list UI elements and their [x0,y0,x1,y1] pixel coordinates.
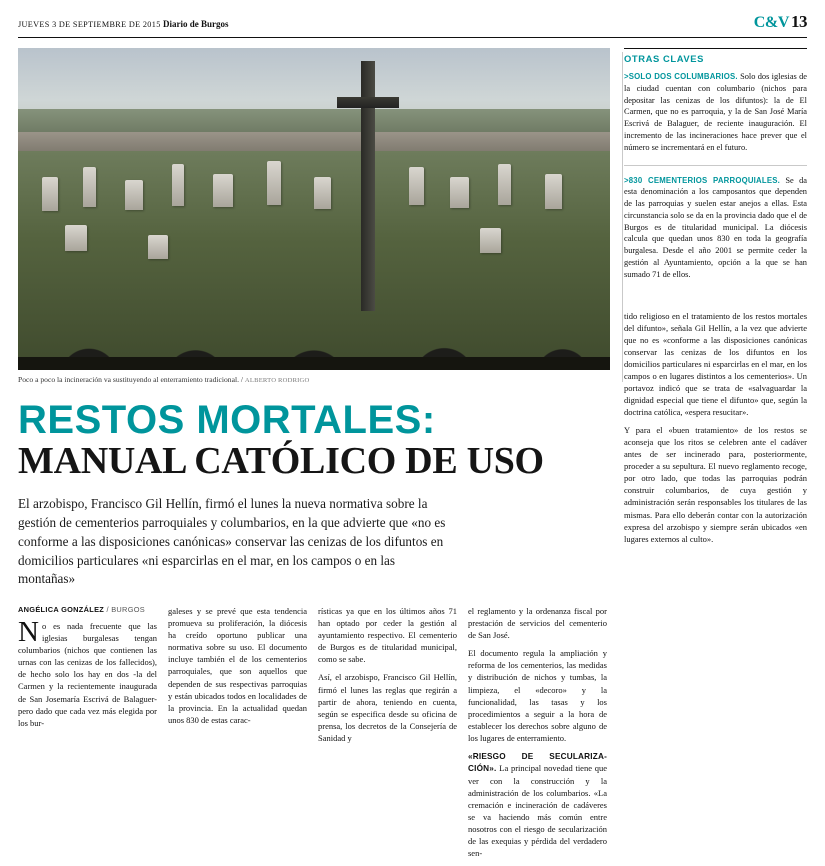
grave-marker [172,164,184,206]
grave-marker [42,177,58,211]
rail-item [624,175,807,281]
page-content [18,38,807,866]
grave-marker [148,235,168,259]
photo-credit: ALBERTO RODRIGO [244,377,310,384]
paragraph-with-subhead [468,750,607,860]
paragraph: tido religioso en el tratamiento de los restos mortales del difunto», señala Gil Hellín, a la vez que advierte que no es «conforme a las disposiciones canónicas conservar las cenizas de los difuntos en los domicilios particulares ni esparcirlas en el mar, en los campos o en lugares distintos a los cementerios». Un portavoz indicó que se trata de «salvaguardar la dignidad especial que tiene el difunto» que, según la doctrina católica, «espera resucitar». [624,310,807,418]
paragraph-text: La principal novedad tiene que ver con la construcción y la administración de los columbarios. «La cremación e incineración de cadáveres se va haciendo más común entre nosotros con el riesgo de secularización de las exequias y pérdida del verdadero sen- [468,763,607,859]
headline-line-2: MANUAL CATÓLICO DE USO [18,439,544,482]
rail-item [624,71,807,154]
article-body [18,605,610,865]
paragraph: galeses y se prevé que esta tendencia promueva su proliferación, la diócesis ha creído oportuno publicar una normativa sobre su uso. El documento incluye también el de los cementerios parroquiales, que son aquellos que dependen de sus respectivas parroquias y están ubicados todos en localidades de la provincia. En la actualidad quedan unos 830 de estas carac- [168,606,307,725]
large-cross [361,61,375,311]
rail-title: OTRAS CLAVES [624,53,704,64]
right-column [624,48,807,866]
body-column-2 [168,605,307,865]
masthead-page-number: 13 [791,12,807,31]
iron-fence-bar [18,357,610,370]
paragraph: Y para el «buen tratamiento» de los restos se aconseja que los ritos se celebren ante el cadáver antes de ser incinerado para, posteriormente, proceder a su sepultura. El nuevo reglamento recoge, por otro lado, que todas las parroquias podrán construir columbarios, de cuya gestión y administración serán responsables los titulares de las mismas. Para ello deberán contar con la autorización expresa del arzobispo y siempre serán ubicados «en lugares externos al culto». [624,425,807,544]
body-column-1 [18,605,157,865]
paragraph: el reglamento y la ordenanza fiscal por prestación de servicios del cementerio de San José. [468,606,607,641]
byline [18,605,157,614]
grave-marker [450,177,469,208]
body-column-4 [468,605,607,865]
grave-marker [267,161,281,205]
subhead: «RIESGO DE SECULARIZA-CIÓN». [468,751,607,774]
photo-caption-text: Poco a poco la incineración va sustituyendo al enterramiento tradicional. / [18,375,243,384]
paragraph: rísticas ya que en los últimos años 71 han optado por ceder la gestión al ayuntamiento respectivo. El cementerio de Burgos es de titularidad municipal, como se sabe. [318,606,457,665]
rail-vertical-rule [622,52,623,382]
rail-spacer [624,292,807,310]
cemetery-photo [18,48,610,370]
rail-item-lead: >SOLO DOS COLUMBARIOS. [624,72,738,81]
rail-divider [624,165,807,166]
drop-cap: N [18,616,39,649]
grave-marker [409,167,424,205]
paragraph: Así, el arzobispo, Francisco Gil Hellín, firmó el lunes las reglas que regirán a partir de ahora, teniendo en cuenta, según se especifica desde su oficina de prensa, los decretos de la Consejería de Sanidad y [318,672,457,743]
rail-item-body [624,175,807,281]
masthead-left [18,19,229,29]
rail-item-body [624,71,807,154]
masthead-paper-name: Diario de Burgos [163,19,229,29]
rail-top-rule [624,48,807,49]
photo-caption [18,370,610,386]
grave-marker [314,177,331,209]
masthead-section: C&V [753,14,789,31]
grave-marker [125,180,143,210]
left-column [18,48,610,866]
masthead-right [754,12,807,32]
paragraph-text: o es nada frecuente que las iglesias burgalesas tengan columbarios (nichos que contienen las urnas con las cenizas de los fallecidos), de hecho solo los hay en dos -la del Carmen y la recientemente inaugurada de San Josemaría Escrivá de Balaguer- pero dado que cada vez más elegida por los bur- [18,621,157,728]
byline-author: ANGÉLICA GONZÁLEZ [18,605,105,615]
paragraph: El documento regula la ampliación y reforma de los cementerios, las medidas y distribución de nichos y tumbas, la limpieza, el «decoro» y la funcionalidad, las tasas y los procedimientos a seguir a la hora de establecer los derechos sobre alguno de los lugares de enterramiento. [468,648,607,743]
byline-city: / BURGOS [106,605,146,615]
grave-marker [498,164,511,205]
grave-marker [480,228,501,253]
grave-marker [83,167,96,207]
headline-block [18,386,610,482]
grave-marker [65,225,87,251]
grave-marker [545,174,562,209]
standfirst: El arzobispo, Francisco Gil Hellín, firmó el lunes la nueva normativa sobre la gestión de cementerios parroquiales y columbarios, en la que advierte que «no es conforme a las disposiciones canónicas» conservar las cenizas de los difuntos en domicilios particulares «ni esparcirlas en el mar, en los campos o en las montañas» [18,496,446,587]
paragraph [18,616,157,729]
body-column-3 [318,605,457,865]
rail-item-text: Se da esta denominación a los camposantos que dependen de las parroquias y suelen estar anejos a ellas. Esta circunstancia solo se da en la provincia dado que el de Burgos es de titularidad municipal. La diócesis calcula que quedan unos 830 en toda la geografía burgalesa. Desde el año 2001 se permite ceder la gestión al Ayuntamiento, opción a la que se han sumado 71 de ellos. [624,175,808,279]
rail-item-lead: >830 CEMENTERIOS PARROQUIALES. [624,175,781,185]
rail-item-text: Solo dos iglesias de la ciudad cuentan con columbario (nichos para depositar las cenizas de los difuntos): la de El Carmen, que no es parroquia, y la de San José María Escrivá de Balaguer, de reciente inauguración. El incremento de las incineraciones hace prever que el número se incrementará en el futuro. [624,72,807,152]
grave-marker [213,174,233,207]
headline-line-1: RESTOS MORTALES: [18,397,436,442]
masthead-date: JUEVES 3 DE SEPTIEMBRE DE 2015 [18,20,161,29]
masthead [18,0,807,38]
photo-block [18,48,610,386]
